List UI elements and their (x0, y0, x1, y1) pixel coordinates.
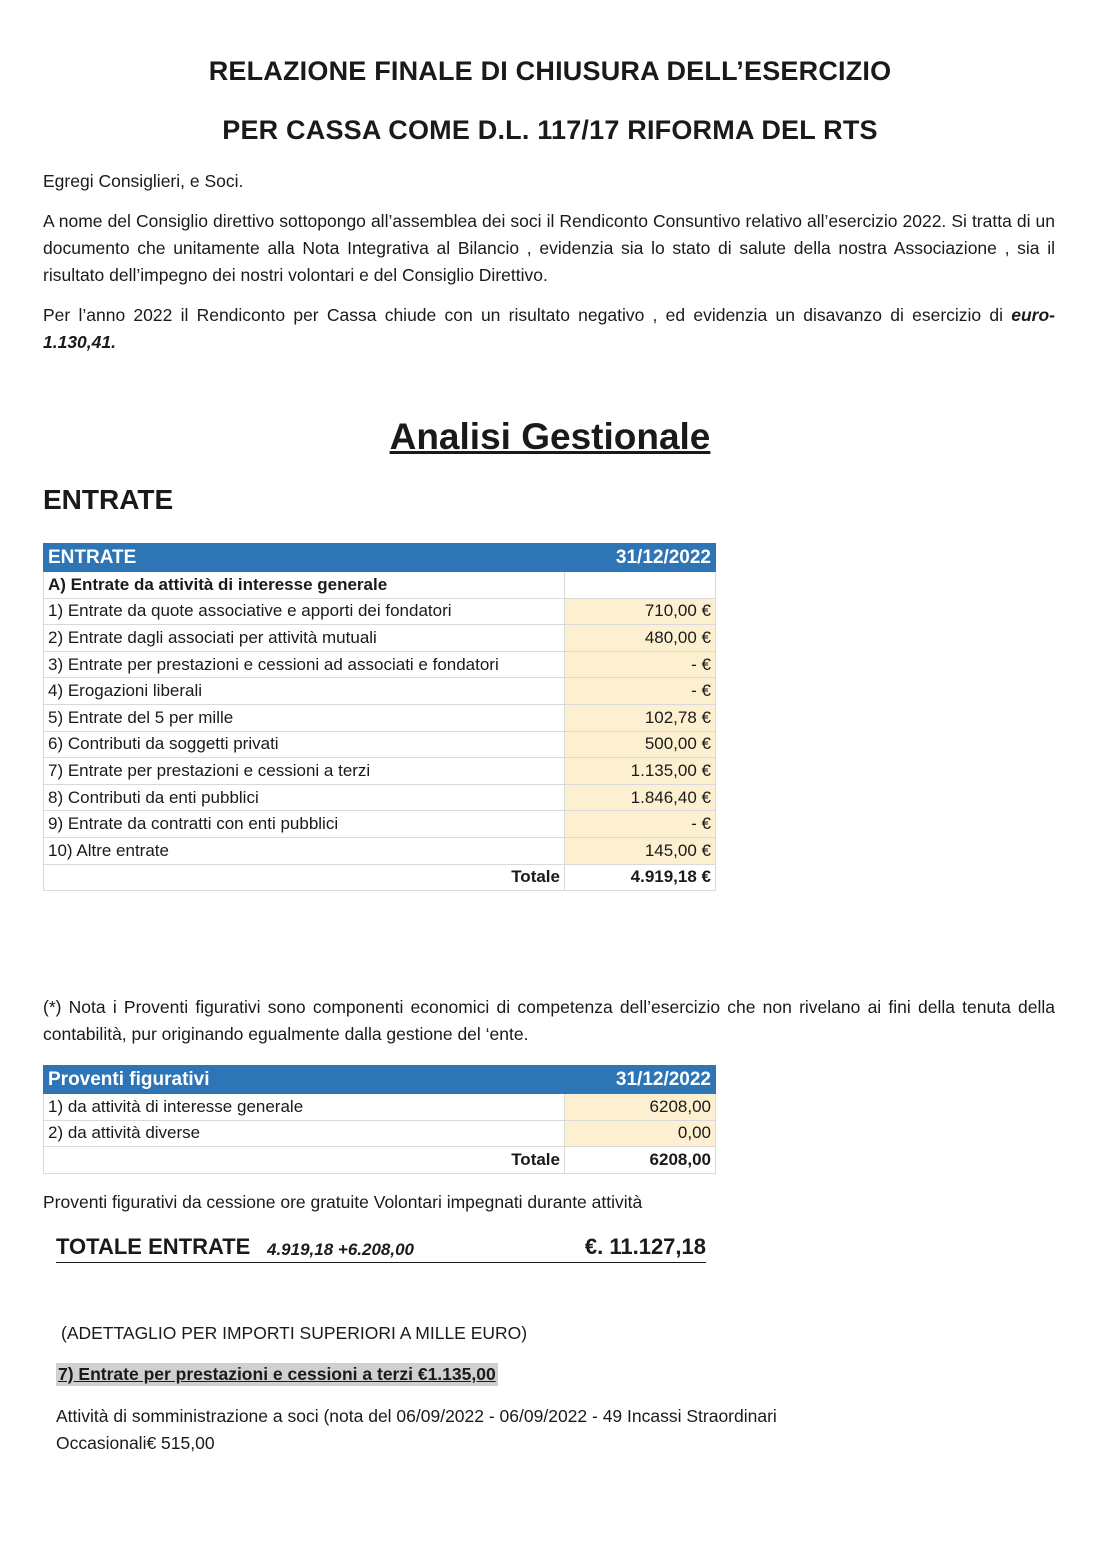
row-value: 0,00 (565, 1120, 716, 1147)
row-value: 500,00 € (565, 731, 716, 758)
entrate-table (43, 543, 716, 891)
table-row (44, 837, 716, 864)
entrate-header-date: 31/12/2022 (565, 544, 716, 572)
row-value: 102,78 € (565, 704, 716, 731)
row-value: 480,00 € (565, 625, 716, 652)
row-label: 5) Entrate del 5 per mille (44, 704, 565, 731)
entrate-total-label: Totale (44, 864, 565, 891)
table-row (44, 758, 716, 785)
note-paragraph: (*) Nota i Proventi figurativi sono componenti economici di competenza dell’esercizio che non rivelano ai fini della tenuta della contabilità, pur originando egualmente dalla gestione del ‘ente. (43, 997, 1055, 1044)
table-row (44, 811, 716, 838)
table-row (44, 731, 716, 758)
document-title-line2: PER CASSA COME D.L. 117/17 RIFORMA DEL RTS (222, 115, 878, 145)
row-value: - € (565, 651, 716, 678)
proventi-table-header (44, 1066, 716, 1094)
row-label: 2) da attività diverse (44, 1120, 565, 1147)
row-value: - € (565, 811, 716, 838)
proventi-table (43, 1065, 716, 1174)
analisi-heading: Analisi Gestionale (389, 416, 711, 457)
entrate-heading: ENTRATE (43, 484, 174, 515)
proventi-total-label: Totale (44, 1147, 565, 1174)
row-value: - € (565, 678, 716, 705)
row-label: 4) Erogazioni liberali (44, 678, 565, 705)
totale-entrate (56, 1232, 706, 1263)
totale-entrate-calc: 4.919,18 +6.208,00 (267, 1240, 414, 1259)
table-row (44, 1094, 716, 1121)
dettaglio-line1: Attività di somministrazione a soci (nota del 06/09/2022 - 06/09/2022 - 49 Incassi Straordinari (56, 1406, 777, 1426)
row-label: 10) Altre entrate (44, 837, 565, 864)
document-title-line1: RELAZIONE FINALE DI CHIUSURA DELL’ESERCIZIO (208, 56, 892, 86)
entrate-section-row (44, 572, 716, 599)
row-label: 1) da attività di interesse generale (44, 1094, 565, 1121)
greeting: Egregi Consiglieri, e Soci. (43, 171, 244, 191)
table-row (44, 678, 716, 705)
entrate-total-value: 4.919,18 € (565, 864, 716, 891)
totale-entrate-amount: €. 11.127,18 (584, 1234, 706, 1259)
result-text: Per l’anno 2022 il Rendiconto per Cassa chiude con un risultato negativo , ed evidenzia un disavanzo di esercizio di (43, 305, 1012, 325)
row-label: 3) Entrate per prestazioni e cessioni ad associati e fondatori (44, 651, 565, 678)
table-row (44, 625, 716, 652)
row-value: 145,00 € (565, 837, 716, 864)
table-row (44, 598, 716, 625)
row-value: 710,00 € (565, 598, 716, 625)
proventi-note: Proventi figurativi da cessione ore gratuite Volontari impegnati durante attività (43, 1192, 643, 1212)
dettaglio-heading: 7) Entrate per prestazioni e cessioni a terzi €1.135,00 (58, 1364, 496, 1384)
proventi-total-value: 6208,00 (565, 1147, 716, 1174)
entrate-total-row (44, 864, 716, 891)
row-value: 1.135,00 € (565, 758, 716, 785)
proventi-total-row (44, 1147, 716, 1174)
row-label: 7) Entrate per prestazioni e cessioni a terzi (44, 758, 565, 785)
row-label: 8) Contributi da enti pubblici (44, 784, 565, 811)
intro-paragraph: A nome del Consiglio direttivo sottopongo all’assemblea dei soci il Rendiconto Consuntivo relativo all’esercizio 2022. Si tratta di un documento che unitamente alla Nota Integrativa al Bilancio , evidenzia sia lo stato di salute della nostra Associazione , sia il risultato dell’impegno dei nostri volontari e del Consiglio Direttivo. (43, 211, 1055, 285)
row-value: 6208,00 (565, 1094, 716, 1121)
proventi-header-date: 31/12/2022 (565, 1066, 716, 1094)
entrate-table-header (44, 544, 716, 572)
result-paragraph (43, 302, 1055, 356)
proventi-header-label: Proventi figurativi (44, 1066, 565, 1094)
row-label: 2) Entrate dagli associati per attività mutuali (44, 625, 565, 652)
dettaglio-line2: Occasionali€ 515,00 (56, 1433, 215, 1453)
result-amount: euro-1.130,41. (43, 305, 1055, 352)
table-row (44, 784, 716, 811)
dettaglio-note: (ADETTAGLIO PER IMPORTI SUPERIORI A MILLE EURO) (61, 1323, 528, 1343)
table-row (44, 704, 716, 731)
table-row (44, 1120, 716, 1147)
row-label: 1) Entrate da quote associative e apporti dei fondatori (44, 598, 565, 625)
row-label: 9) Entrate da contratti con enti pubblici (44, 811, 565, 838)
table-row (44, 651, 716, 678)
entrate-section-label: A) Entrate da attività di interesse generale (44, 572, 565, 599)
row-value: 1.846,40 € (565, 784, 716, 811)
entrate-header-label: ENTRATE (44, 544, 565, 572)
row-label: 6) Contributi da soggetti privati (44, 731, 565, 758)
totale-entrate-label: TOTALE ENTRATE (56, 1234, 251, 1259)
